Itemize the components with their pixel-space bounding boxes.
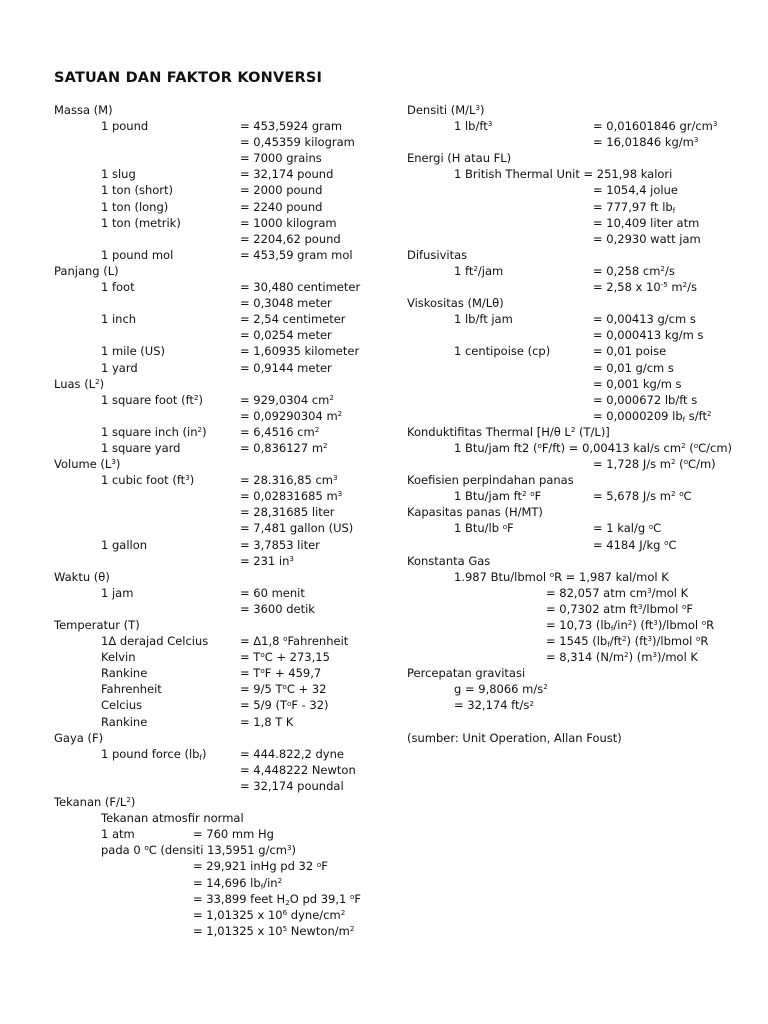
conversion-value: = 3600 detik (240, 601, 315, 616)
unit-label: 1 pound mol (101, 247, 174, 262)
conversion-value: = $T^oF + 459,7$ (240, 666, 322, 681)
conversion-row (54, 891, 384, 907)
conversion-value: = 4184 J/kg $^o$C (593, 537, 677, 552)
left-column (54, 102, 384, 939)
section-heading: Difusivitas (407, 247, 468, 262)
section-heading: Konduktifitas Thermal [H/θ $L^2$ (T/L)] (407, 424, 610, 439)
section-heading: Gaya (F) (54, 730, 104, 745)
section-heading-row (54, 569, 384, 585)
section-heading: (sumber: Unit Operation, Allan Foust) (407, 730, 622, 745)
section-heading-row (54, 102, 384, 118)
unit-label: Celcius (101, 698, 143, 713)
conversion-value: = 28.316,85 $cm^3$ (240, 473, 338, 488)
conversion-row (407, 376, 747, 392)
unit-label: Tekanan atmosfir normal (101, 811, 244, 826)
conversion-value: = 6,4516 $cm^2$ (240, 424, 320, 439)
unit-label: 1 square inch $(in^2)$ (101, 424, 207, 439)
conversion-row (407, 327, 747, 343)
conversion-value: = 30,480 centimeter (240, 280, 361, 295)
conversion-row (54, 150, 384, 166)
section-heading: Panjang (L) (54, 263, 119, 278)
conversion-row (54, 665, 384, 681)
conversion-row (54, 392, 384, 408)
conversion-value: = Δ1,8 $^o$Fahrenheit (240, 634, 349, 649)
section-heading-row (407, 150, 747, 166)
conversion-row (54, 199, 384, 215)
section-heading-row (407, 295, 747, 311)
conversion-value: = 0,0000209 $lb_f$ $s/ft^2$ (593, 408, 712, 424)
conversion-row (54, 440, 384, 456)
conversion-value: = 1545 $(lb_f/ft^2)$ $(ft^3)$/lbmol $^o$R (546, 634, 709, 650)
conversion-value: = 1054,4 jolue (593, 183, 678, 198)
conversion-row (54, 858, 384, 874)
conversion-row (54, 746, 384, 762)
conversion-row (407, 697, 747, 713)
unit-label: 1 yard (101, 360, 138, 375)
conversion-row (54, 311, 384, 327)
section-heading: Percepatan gravitasi (407, 666, 526, 681)
conversion-row (407, 633, 747, 649)
conversion-value: = 777,97 ft $lb_f$ (593, 199, 676, 215)
conversion-value: = 0,01601846 $gr/cm^3$ (593, 119, 718, 134)
conversion-value: = 0,2930 watt jam (593, 231, 701, 246)
section-heading: Konstanta Gas (407, 553, 491, 568)
conversion-value: = 444.822,2 dyne (240, 746, 344, 761)
conversion-value: = 5/9 $(T^oF - 32)$ (240, 698, 329, 713)
conversion-value: = 5,678 J/s $m^2$ $^o$C (593, 489, 692, 504)
unit-label: 1 foot (101, 280, 135, 295)
section-heading-row (407, 247, 747, 263)
conversion-row (54, 681, 384, 697)
conversion-value: = 33,899 feet $H_2O$ pd 39,1 $^o$F (193, 891, 361, 907)
section-heading: Massa (M) (54, 103, 113, 117)
conversion-row (407, 311, 747, 327)
conversion-row (54, 714, 384, 730)
conversion-row (407, 440, 747, 456)
conversion-row (54, 247, 384, 263)
conversion-row (54, 601, 384, 617)
conversion-row (407, 456, 747, 472)
section-heading-row (407, 424, 747, 440)
conversion-row (407, 569, 747, 585)
conversion-value: = 1,60935 kilometer (240, 344, 360, 359)
conversion-row (407, 360, 747, 376)
section-heading-row (54, 263, 384, 279)
conversion-row (54, 360, 384, 376)
conversion-value: = 0,3048 meter (240, 296, 332, 311)
section-heading-row (54, 456, 384, 472)
conversion-value: = 8,314 $(N/m^2)$ $(m^3)$/mol K (546, 650, 698, 665)
conversion-value: = 7000 grains (240, 151, 322, 166)
conversion-value: = 1,01325 x $10^5$ Newton/$m^2$ (193, 923, 355, 938)
conversion-value: = 0,9144 meter (240, 360, 332, 375)
conversion-row (54, 537, 384, 553)
section-heading-row (54, 794, 384, 810)
conversion-value: = 0,01 poise (593, 344, 667, 359)
section-heading-row (407, 730, 747, 746)
unit-label: 1 atm (101, 827, 135, 842)
conversion-row (54, 343, 384, 359)
conversion-row (54, 424, 384, 440)
unit-label: Rankine (101, 714, 148, 729)
unit-label: 1 inch (101, 312, 137, 327)
unit-label: 1 pound force $(lb_f)$ (101, 746, 207, 762)
unit-label: Rankine (101, 666, 148, 681)
conversion-value: = 10,409 liter atm (593, 215, 700, 230)
conversion-value: = 2,54 centimeter (240, 312, 346, 327)
section-heading: Waktu (θ) (54, 569, 110, 584)
conversion-value: = 29,921 inHg pd 32 $^o$F (193, 859, 328, 874)
conversion-value: = 16,01846 $kg/m^3$ (593, 135, 699, 150)
conversion-row (54, 231, 384, 247)
conversion-value: = 3,7853 liter (240, 537, 320, 552)
conversion-row (407, 392, 747, 408)
unit-label: g = 9,8066 $m/s^2$ (454, 682, 548, 697)
conversion-row (54, 215, 384, 231)
conversion-row (54, 134, 384, 150)
conversion-value: = 0,09290304 $m^2$ (240, 408, 343, 423)
conversion-value: = 0,258 $cm^2/s$ (593, 263, 675, 278)
conversion-value: = 2240 pound (240, 199, 323, 214)
conversion-row (407, 520, 747, 536)
conversion-row (54, 182, 384, 198)
conversion-row (54, 875, 384, 891)
conversion-value: = 32,174 pound (240, 167, 334, 182)
conversion-value: = 4,448222 Newton (240, 762, 356, 777)
conversion-value: = 10,73 $(lb_f/in^2)$ $(ft^3)$/lbmol $^o$R (546, 618, 715, 634)
unit-label: 1 Btu/jam ft2 ($^o$F/ft) = 0,00413 kal/s $cm^2$ ($^o$C/cm) (454, 440, 733, 455)
conversion-row (54, 488, 384, 504)
conversion-row (54, 408, 384, 424)
section-heading: Koefisien perpindahan panas (407, 473, 574, 488)
conversion-row (407, 585, 747, 601)
unit-label: 1 slug (101, 167, 136, 182)
conversion-row (407, 134, 747, 150)
unit-label: = 32,174 $ft/s^2$ (454, 698, 534, 713)
conversion-row (54, 585, 384, 601)
conversion-row (407, 263, 747, 279)
section-heading: Volume $(L^3)$ (54, 457, 121, 472)
section-heading: Kapasitas panas (H/MT) (407, 505, 543, 520)
conversion-value: = 2,58 x $10^{-5}$ $m^2/s$ (593, 280, 698, 295)
unit-label: 1 gallon (101, 537, 148, 552)
unit-label: 1.987 Btu/lbmol $^o$R = 1,987 kal/mol K (454, 569, 669, 584)
conversion-value: = 0,01 g/cm s (593, 360, 674, 375)
conversion-row (54, 279, 384, 295)
conversion-value: = $T^oC + 273,15$ (240, 650, 330, 665)
unit-label: 1Δ derajad Celcius (101, 634, 209, 649)
conversion-value: = 32,174 poundal (240, 778, 344, 793)
conversion-value: = 453,5924 gram (240, 119, 343, 134)
conversion-row (54, 166, 384, 182)
conversion-value: = 760 mm Hg (193, 827, 274, 842)
conversion-row (54, 520, 384, 536)
conversion-row (407, 537, 747, 553)
unit-label: Kelvin (101, 650, 136, 665)
section-heading-row (407, 504, 747, 520)
unit-label: 1 pound (101, 119, 149, 134)
conversion-value: = 929,0304 $cm^2$ (240, 392, 334, 407)
unit-label: 1 ton (metrik) (101, 215, 181, 230)
unit-label: 1 square foot $(ft^2)$ (101, 392, 203, 407)
conversion-value: = 14,696 $lb_f/in^2$ (193, 875, 283, 891)
conversion-value: = 60 menit (240, 585, 305, 600)
unit-label: Fahrenheit (101, 682, 162, 697)
conversion-value: = 0,02831685 $m^3$ (240, 489, 343, 504)
conversion-value: = 28,31685 liter (240, 505, 335, 520)
conversion-value: = 0,45359 kilogram (240, 135, 355, 150)
conversion-row (407, 182, 747, 198)
conversion-row (54, 810, 384, 826)
conversion-value: = 1,8 T K (240, 714, 294, 729)
conversion-row (407, 681, 747, 697)
conversion-row (54, 633, 384, 649)
unit-label: 1 mile (US) (101, 344, 165, 359)
conversion-row (407, 231, 747, 247)
section-heading-row (407, 665, 747, 681)
conversion-row (54, 472, 384, 488)
conversion-row (407, 408, 747, 424)
conversion-row (54, 923, 384, 939)
conversion-row (54, 697, 384, 713)
conversion-row (54, 553, 384, 569)
conversion-row (407, 279, 747, 295)
conversion-value: = 1,728 J/s $m^2$ ($^o$C/m) (593, 457, 716, 472)
section-heading-row (54, 376, 384, 392)
conversion-value: = 453,59 gram mol (240, 247, 353, 262)
unit-label: 1 Btu/jam $ft^2$ $^o$F (454, 489, 542, 504)
conversion-value: = 1,01325 x $10^6$ dyne/$cm^2$ (193, 907, 346, 922)
section-heading: Temperatur (T) (54, 618, 140, 632)
unit-label: 1 jam (101, 585, 134, 600)
conversion-row (407, 118, 747, 134)
section-heading-row (54, 730, 384, 746)
conversion-value: = 0,000672 lb/ft s (593, 392, 698, 407)
conversion-row (54, 295, 384, 311)
unit-label: 1 British Thermal Unit = 251,98 kalori (454, 167, 673, 182)
conversion-value: = 82,057 atm $cm^3$/mol K (546, 585, 689, 600)
conversion-value: = 2000 pound (240, 183, 323, 198)
unit-label: 1 $ft^2$/jam (454, 263, 504, 278)
document-title: SATUAN DAN FAKTOR KONVERSI (54, 70, 323, 86)
conversion-row (407, 166, 747, 182)
conversion-value: = 0,836127 $m^2$ (240, 440, 328, 455)
conversion-row (54, 327, 384, 343)
conversion-row (54, 826, 384, 842)
unit-label: 1 lb/ft jam (454, 312, 513, 327)
conversion-row (54, 118, 384, 134)
conversion-value: = 0,000413 kg/m s (593, 328, 704, 343)
conversion-row (407, 649, 747, 665)
conversion-row (407, 601, 747, 617)
section-heading: Viskositas (M/Lθ) (407, 296, 504, 311)
unit-label: 1 $lb/ft^3$ (454, 119, 493, 134)
conversion-value: = 2204,62 pound (240, 231, 341, 246)
conversion-row (54, 504, 384, 520)
conversion-row (407, 343, 747, 359)
conversion-value: = 231 $in^3$ (240, 553, 294, 568)
conversion-row (54, 649, 384, 665)
conversion-value: = 0,0254 meter (240, 328, 332, 343)
conversion-value: = 7,481 gallon (US) (240, 521, 354, 536)
section-heading: Energi (H atau FL) (407, 151, 512, 166)
conversion-row (54, 842, 384, 858)
section-heading-row (407, 102, 747, 118)
right-column (407, 102, 747, 746)
conversion-value: = 0,00413 g/cm s (593, 312, 696, 327)
unit-label: 1 ton (long) (101, 199, 169, 214)
conversion-value: = 9/5 $T^oC + 32$ (240, 682, 327, 697)
section-heading-row (407, 472, 747, 488)
conversion-row (407, 714, 747, 730)
unit-label: 1 cubic foot $(ft^3)$ (101, 473, 195, 488)
conversion-row (407, 199, 747, 215)
conversion-value: = 1000 kilogram (240, 215, 337, 230)
section-heading: Densiti $(M/L^3)$ (407, 103, 485, 117)
conversion-row (54, 778, 384, 794)
section-heading-row (54, 617, 384, 633)
conversion-row (407, 617, 747, 633)
unit-label: pada 0 $^o$C (densiti 13,5951 $g/cm^3$) (101, 843, 297, 858)
conversion-value: = 1 kal/g $^o$C (593, 521, 662, 536)
unit-label: 1 ton (short) (101, 183, 173, 198)
conversion-row (54, 762, 384, 778)
conversion-row (407, 488, 747, 504)
conversion-row (54, 907, 384, 923)
unit-label: 1 Btu/lb $^o$F (454, 521, 514, 536)
section-heading: Tekanan $(F/L^2)$ (54, 795, 136, 810)
section-heading: Luas $(L^2)$ (54, 376, 105, 391)
section-heading-row (407, 553, 747, 569)
conversion-value: = 0,001 kg/m s (593, 376, 682, 391)
unit-label: 1 square yard (101, 440, 181, 455)
conversion-value: = 0,7302 atm $ft^3$/lbmol $^o$F (546, 601, 693, 616)
unit-label: 1 centipoise (cp) (454, 344, 551, 359)
conversion-row (407, 215, 747, 231)
